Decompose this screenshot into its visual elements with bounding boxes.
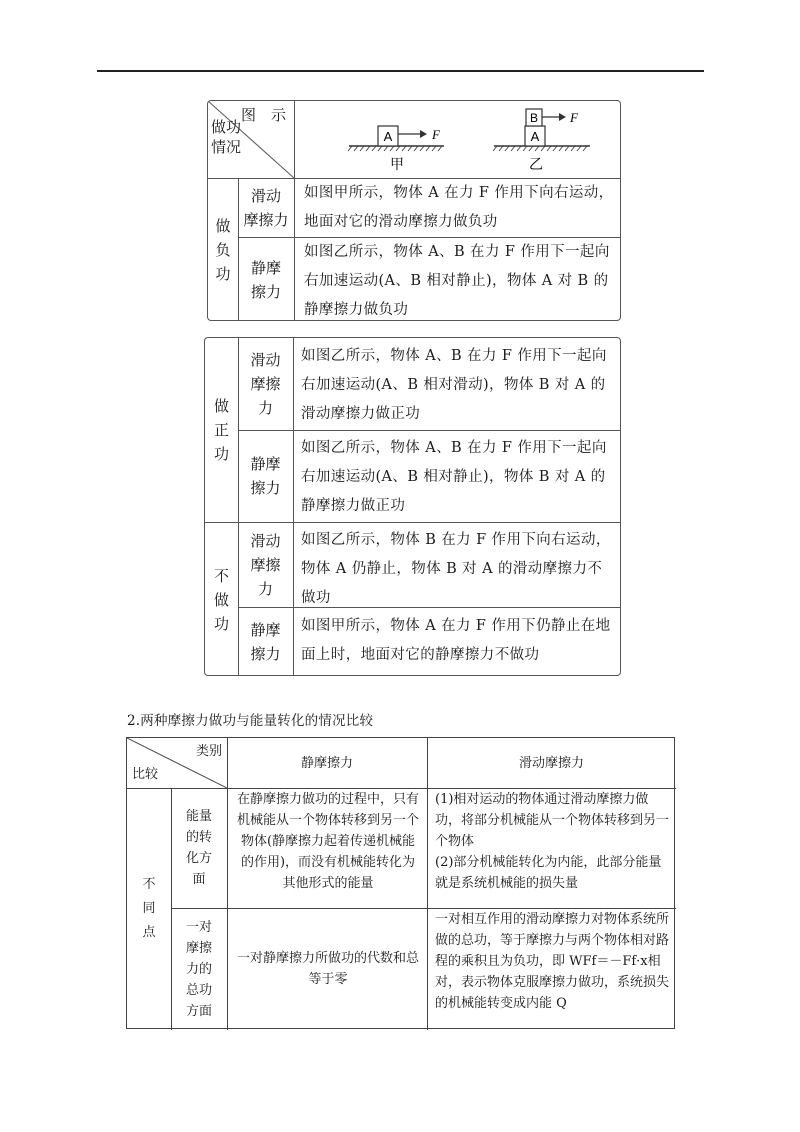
block-b-yi-label: B <box>529 111 539 125</box>
row-desc: 如图甲所示，物体 A 在力 F 作用下向右运动，地面对它的滑动摩擦力做负功 <box>304 185 614 230</box>
friction-type-sliding: 滑动 摩擦力 <box>243 186 289 229</box>
col-header-sliding: 滑动摩擦力 <box>518 755 584 771</box>
page-header-rule <box>97 70 704 72</box>
sliding-energy-desc: (1)相对运动的物体通过滑动摩擦力做功，将部分机械能从一个物体转移到另一个物体 (2)部分机械能转化为内能，此部分能量就是系统机械能的损失量 <box>435 792 670 891</box>
group-negative-work: 做 负 功 <box>215 217 231 283</box>
comparison-table <box>126 737 675 1029</box>
row-desc: 如图甲所示，物体 A 在力 F 作用下仍静止在地面上时，地面对它的静摩擦力不做功 <box>301 618 611 663</box>
caption-jia: 甲 <box>390 157 404 173</box>
friction-type-static: 静摩 擦力 <box>250 455 281 497</box>
figure-yi <box>493 109 590 173</box>
friction-type-sliding: 滑动 摩擦 力 <box>250 531 281 598</box>
static-energy-desc: 在静摩擦力做功的过程中，只有机械能从一个物体转移到另一个物体(静摩擦力起着传递机械能的作用)，而没有机械能转化为其他形式的能量 <box>236 792 419 891</box>
corner-category-label: 类别 <box>195 744 222 759</box>
header-corner <box>208 101 294 178</box>
aspect-total-work: 一对 摩擦 力的 总功 方面 <box>185 919 212 1019</box>
force-yi-label: F <box>570 110 578 125</box>
col-header-static: 静摩擦力 <box>300 755 353 771</box>
comparison-corner <box>127 738 227 788</box>
row-desc: 如图乙所示，物体 A、B 在力 F 作用下一起向右加速运动(A、B 相对静止)，物体 A 对 B 的静摩擦力做负功 <box>304 244 610 318</box>
caption-yi: 乙 <box>529 157 543 173</box>
force-jia-label: F <box>432 127 440 142</box>
work-table-positive-none <box>204 337 621 676</box>
section-title: 2.两种摩擦力做功与能量转化的情况比较 <box>127 713 374 729</box>
figure-jia <box>348 126 444 173</box>
friction-type-static: 静摩 擦力 <box>250 621 281 663</box>
group-differences: 不 同 点 <box>142 877 156 940</box>
row-desc: 如图乙所示，物体 A、B 在力 F 作用下一起向右加速运动(A、B 相对滑动)，物体 B 对 A 的滑动摩擦力做正功 <box>301 348 607 422</box>
work-table-negative <box>207 100 621 321</box>
figures-svg <box>294 101 621 178</box>
group-positive-work: 做 正 功 <box>213 397 229 463</box>
sliding-total-work-desc: 一对相互作用的滑动摩擦力对物体系统所做的总功，等于摩擦力与两个物体相对路程的乘积且为负功，即 WFf＝－Ff·x相对，表示物体克服摩擦力做功，系统损失的机械能转变成内能 Q <box>435 912 670 1011</box>
row-desc: 如图乙所示，物体 A、B 在力 F 作用下一起向右加速运动(A、B 相对静止)，物体 B 对 A 的静摩擦力做正功 <box>301 440 607 514</box>
aspect-energy-conversion: 能量 的转 化方 面 <box>185 809 212 887</box>
row-desc: 如图乙所示，物体 B 在力 F 作用下向右运动，物体 A 仍静止，物体 B 对 A 的滑动摩擦力不做功 <box>301 532 611 606</box>
header-work-label: 做功 情况 <box>211 118 242 156</box>
static-total-work-desc: 一对静摩擦力所做功的代数和总等于零 <box>236 951 419 987</box>
friction-type-sliding: 滑动 摩擦 力 <box>250 351 281 417</box>
corner-compare-label: 比较 <box>132 767 159 782</box>
friction-type-static: 静摩 擦力 <box>250 258 281 301</box>
group-no-work: 不 做 功 <box>213 566 229 633</box>
block-a-jia-label: A <box>383 129 393 144</box>
block-a-yi-label: A <box>530 129 540 144</box>
header-figure-label: 图 示 <box>240 106 286 124</box>
